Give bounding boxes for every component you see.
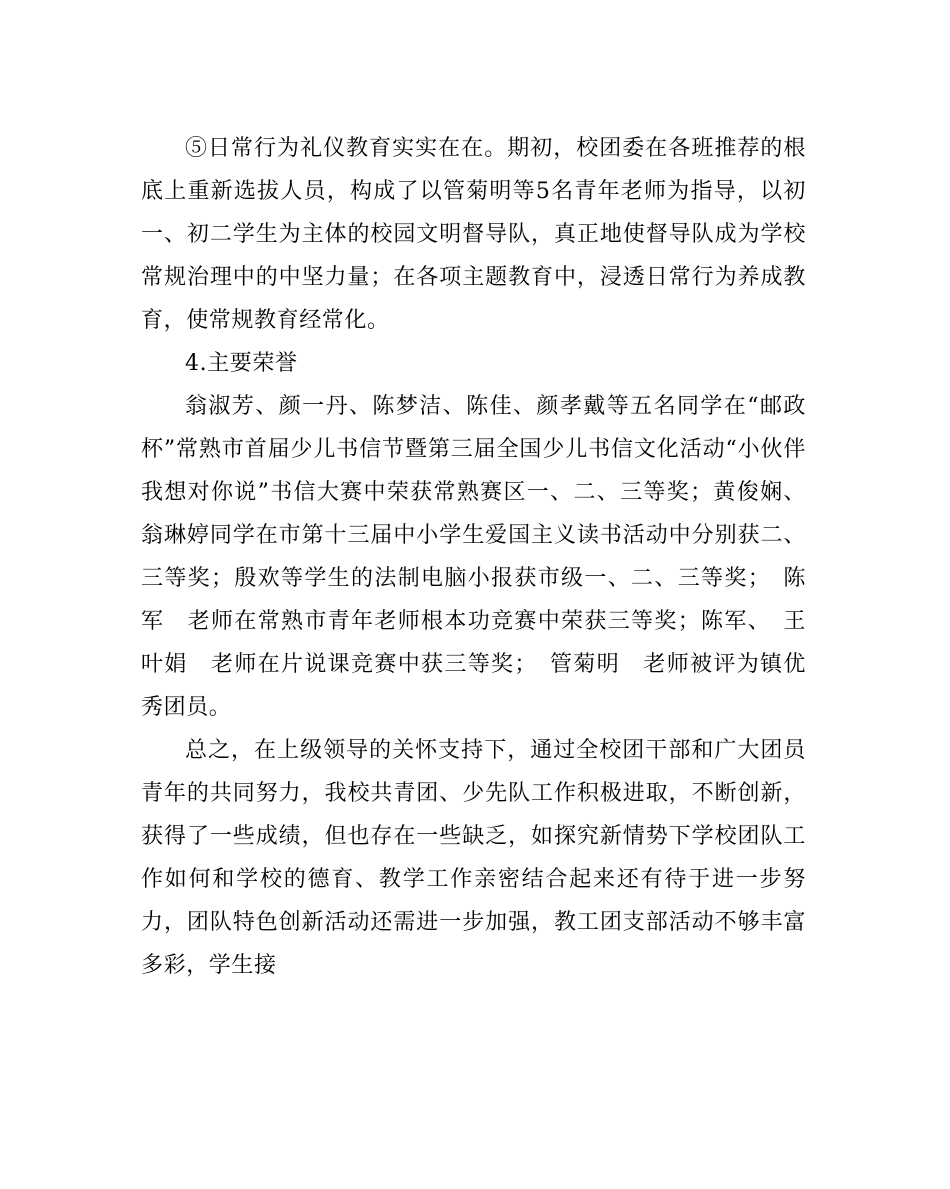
paragraph-summary: 总之，在上级领导的关怀支持下，通过全校团干部和广大团员青年的共同努力，我校共青团、少先队工作积极进取，不断创新，获得了一些成绩，但也存在一些缺乏，如探究新情势下学校团队工作如何和学校的德育、教学工作亲密结合起来还有待于进一步努力，团队特色创新活动还需进一步加强，教工团支部活动不够丰富多彩，学生接 (141, 738, 806, 978)
section-heading-honors: 4.主要荣誉 (185, 351, 298, 376)
paragraph-etiquette-education: ⑤日常行为礼仪教育实实在在。期初，校团委在各班推荐的根底上重新选拔人员，构成了以管菊明等5名青年老师为指导，以初一、初二学生为主体的校园文明督导队，真正地使督导队成为学校常规治理中的中坚力量；在各项主题教育中，浸透日常行为养成教育，使常规教育经常化。 (141, 136, 806, 333)
document-body (141, 127, 806, 987)
paragraph-honors: 翁淑芳、颜一丹、陈梦洁、陈佳、颜孝戴等五名同学在“邮政杯”常熟市首届少儿书信节暨第三届全国少儿书信文化活动“小伙伴我想对你说”书信大赛中荣获常熟赛区一、二、三等奖；黄俊娴、翁琳婷同学在市第十三届中小学生爱国主义读书活动中分别获二、三等奖；殷欢等学生的法制电脑小报获市级一、二、三等奖； 陈军 老师在常熟市青年老师根本功竞赛中荣获三等奖；陈军、 王叶娟 老师在片说课竞赛中获三等奖； 管菊明 老师被评为镇优秀团员。 (141, 394, 806, 720)
